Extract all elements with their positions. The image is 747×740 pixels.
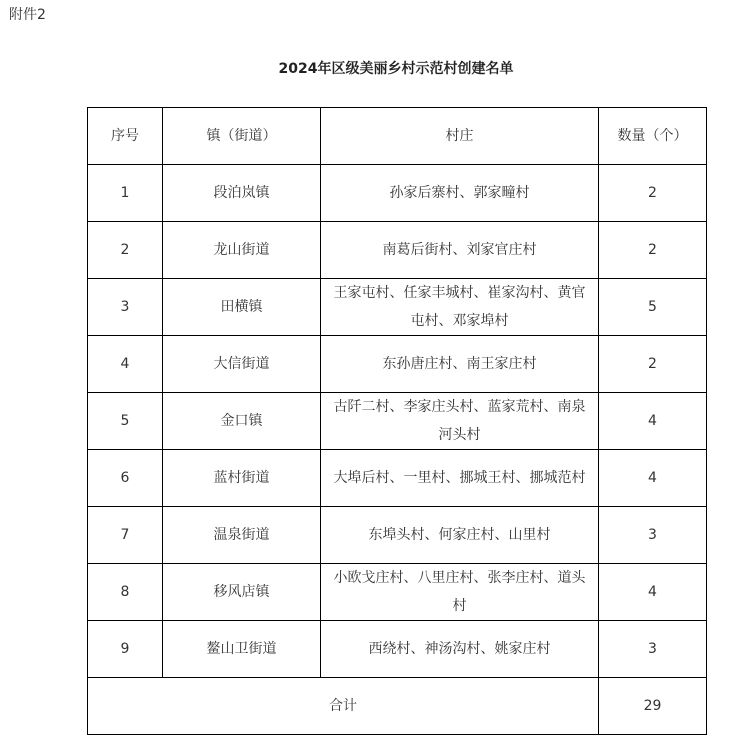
table-row (88, 564, 707, 621)
cell-town: 段泊岚镇 (163, 165, 321, 222)
cell-town: 鳌山卫街道 (163, 621, 321, 678)
village-list-table (87, 107, 707, 735)
cell-count: 2 (599, 336, 707, 393)
total-label: 合计 (88, 678, 599, 735)
cell-no: 7 (88, 507, 163, 564)
total-count: 29 (599, 678, 707, 735)
cell-no: 8 (88, 564, 163, 621)
header-count: 数量（个） (599, 108, 707, 165)
cell-count: 2 (599, 165, 707, 222)
cell-count: 4 (599, 564, 707, 621)
cell-no: 4 (88, 336, 163, 393)
table-row (88, 222, 707, 279)
table-row (88, 165, 707, 222)
cell-town: 蓝村街道 (163, 450, 321, 507)
cell-villages: 王家屯村、任家丰城村、崔家沟村、黄官屯村、邓家埠村 (321, 279, 599, 336)
table-total-row (88, 678, 707, 735)
table-row (88, 279, 707, 336)
cell-villages: 古阡二村、李家庄头村、蓝家荒村、南泉河头村 (321, 393, 599, 450)
header-villages: 村庄 (321, 108, 599, 165)
cell-town: 金口镇 (163, 393, 321, 450)
table-row (88, 393, 707, 450)
cell-no: 9 (88, 621, 163, 678)
cell-count: 3 (599, 507, 707, 564)
cell-no: 6 (88, 450, 163, 507)
cell-villages: 西绕村、神汤沟村、姚家庄村 (321, 621, 599, 678)
cell-town: 移风店镇 (163, 564, 321, 621)
table-body (88, 165, 707, 735)
cell-no: 5 (88, 393, 163, 450)
header-town: 镇（街道） (163, 108, 321, 165)
cell-villages: 南葛后街村、刘家官庄村 (321, 222, 599, 279)
document-title: 2024年区级美丽乡村示范村创建名单 (278, 61, 514, 77)
cell-count: 2 (599, 222, 707, 279)
cell-villages: 东孙唐庄村、南王家庄村 (321, 336, 599, 393)
cell-count: 4 (599, 393, 707, 450)
cell-no: 3 (88, 279, 163, 336)
cell-town: 田横镇 (163, 279, 321, 336)
cell-villages: 小欧戈庄村、八里庄村、张李庄村、道头村 (321, 564, 599, 621)
table-header-row (88, 108, 707, 165)
cell-no: 2 (88, 222, 163, 279)
attachment-label: 附件2 (9, 7, 46, 23)
cell-villages: 孙家后寨村、郭家疃村 (321, 165, 599, 222)
cell-count: 4 (599, 450, 707, 507)
cell-town: 大信街道 (163, 336, 321, 393)
cell-town: 龙山街道 (163, 222, 321, 279)
cell-town: 温泉街道 (163, 507, 321, 564)
table-row (88, 621, 707, 678)
cell-villages: 大埠后村、一里村、挪城王村、挪城范村 (321, 450, 599, 507)
cell-count: 5 (599, 279, 707, 336)
cell-villages: 东埠头村、何家庄村、山里村 (321, 507, 599, 564)
header-no: 序号 (88, 108, 163, 165)
cell-no: 1 (88, 165, 163, 222)
cell-count: 3 (599, 621, 707, 678)
table-row (88, 507, 707, 564)
table-row (88, 336, 707, 393)
table-row (88, 450, 707, 507)
